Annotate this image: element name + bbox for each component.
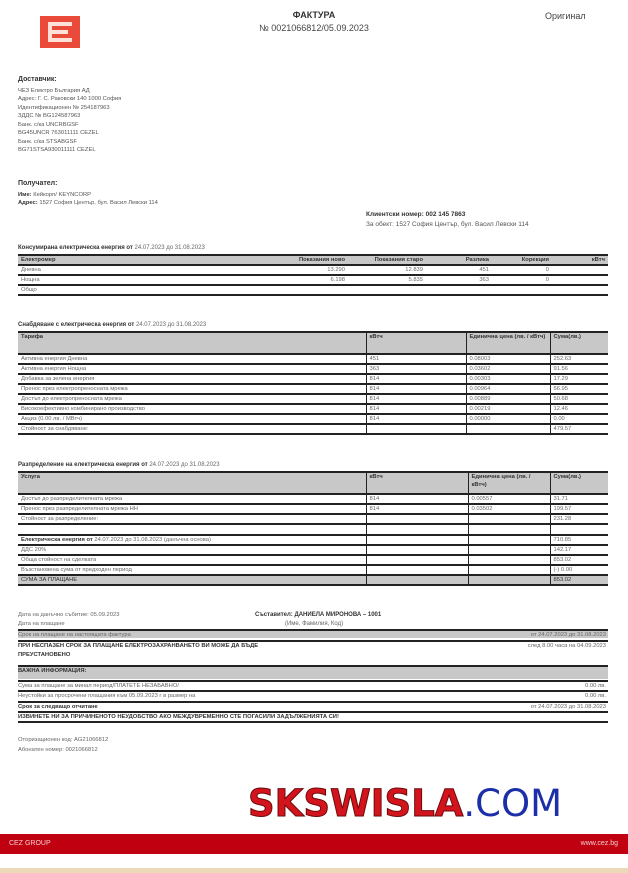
warning-line-2: ПРЕУСТАНОВЕНО xyxy=(18,652,71,658)
table-row xyxy=(18,275,608,285)
supply-table xyxy=(18,331,608,435)
document-title: ФАКТУРА xyxy=(292,10,336,20)
summary-label-bold: Електрическа енергия от xyxy=(21,537,93,543)
warning-value: след 8.00 часа на 04.09.2023 xyxy=(527,643,606,649)
warning-line-1: ПРИ НЕСПАЗЕН СРОК ЗА ПЛАЩАНЕ ЕЛЕКТРОЗАХРАНВАНЕТО ВИ МОЖЕ ДА БЪДЕ xyxy=(18,643,259,649)
payment-date-label: Дата на плащане xyxy=(18,621,65,627)
summary-amount: 142.17 xyxy=(550,545,608,555)
info-row xyxy=(18,680,608,689)
cell: 252.63 xyxy=(550,354,608,364)
cell: 0 xyxy=(545,277,549,283)
compiler-hint: (Име, Фамилия, Код) xyxy=(285,621,344,627)
cell: Стойност за разпределение: xyxy=(21,516,99,522)
col-header: кВтч xyxy=(591,257,605,263)
distribution-period: 24.07.2023 до 31.08.2023 xyxy=(149,462,220,468)
supplier-line: BG71STSA930011111 CEZEL xyxy=(18,147,96,153)
cell: 0.00000 xyxy=(466,414,550,424)
supplier-line: ЧЕЗ Електро България АД xyxy=(18,87,90,94)
auth-code-value: AG21066812 xyxy=(74,737,109,743)
consumption-title-label: Консумирана електрическа енергия от xyxy=(18,245,133,251)
info-row xyxy=(18,701,608,710)
cell: Общо xyxy=(21,287,37,293)
col-header: Показания старо xyxy=(374,257,423,263)
supplier-line: ЗДДС № BG124587963 xyxy=(18,113,81,119)
table-row xyxy=(18,414,608,424)
payment-deadline-label: Срок на плащане на настоящата фактура xyxy=(18,632,131,638)
col-header: Тарифа xyxy=(21,334,44,340)
info-label: Срок за следващо отчитане xyxy=(18,704,98,710)
warning-row xyxy=(18,640,608,662)
apology-text: ИЗВИНЕТЕ НИ ЗА ПРИЧИНЕНОТО НЕУДОБСТВО АКО МЕЖДУВРЕМЕННО СТЕ ПОГАСИЛИ ЗАДЪЛЖЕНИЯТА СИ! xyxy=(18,714,339,720)
cell: 31.71 xyxy=(550,494,608,504)
cell: 91.56 xyxy=(550,364,608,374)
object-address: 1527 София Център, бул. Васил Левски 114 xyxy=(395,221,529,228)
summary-amount: (-) 0.00 xyxy=(550,565,608,575)
cell: Дневна xyxy=(21,267,41,273)
table-row xyxy=(18,545,608,555)
cell: 231.28 xyxy=(550,514,608,524)
cell: 814 xyxy=(366,494,468,504)
col-header: Сума(лв.) xyxy=(550,332,608,354)
col-header: Услуга xyxy=(21,474,40,480)
table-row xyxy=(18,424,608,434)
cell: 0.00964 xyxy=(466,384,550,394)
col-header: Сума(лв.) xyxy=(550,472,608,494)
table-row xyxy=(18,565,608,575)
cell: Нощна xyxy=(21,277,40,283)
info-row xyxy=(18,690,608,699)
distribution-title-label: Разпределение на електрическа енергия от xyxy=(18,462,148,468)
cell: 814 xyxy=(366,394,466,404)
cell: 0.00303 xyxy=(466,374,550,384)
total-row xyxy=(18,575,608,585)
cell: 56.95 xyxy=(550,384,608,394)
payment-deadline-row xyxy=(18,629,608,638)
info-value: 0.00 лв. xyxy=(585,693,606,699)
cell: Акциз (0.00 лв. / МВтч) xyxy=(21,416,83,422)
cell: 451 xyxy=(366,354,466,364)
client-number: 002 145 7863 xyxy=(425,211,466,218)
table-row xyxy=(18,384,608,394)
cell: 17.29 xyxy=(550,374,608,384)
col-header: кВтч xyxy=(366,472,468,494)
cell: Достъп до разпределителната мрежа xyxy=(21,496,123,502)
table-row xyxy=(18,524,608,535)
cell: 0.03502 xyxy=(468,504,550,514)
recipient-address-label: Адрес: xyxy=(18,200,38,206)
table-row xyxy=(18,535,608,545)
cell: 0.00557 xyxy=(468,494,550,504)
subscriber-label: Абонатен номер: xyxy=(18,747,64,753)
consumption-period: 24.07.2023 до 31.08.2023 xyxy=(134,245,205,251)
recipient-heading: Получател: xyxy=(18,180,58,187)
supplier-block xyxy=(18,76,121,155)
watermark-part1: SKSWISLA xyxy=(248,782,464,825)
cell: 363 xyxy=(366,364,466,374)
cell: 0.08003 xyxy=(466,354,550,364)
recipient-address: 1527 София Център, бул. Васил Левски 114 xyxy=(39,200,158,206)
footer-bar xyxy=(0,834,628,854)
cell: Достъп до електропреносната мрежа xyxy=(21,396,122,402)
footer-brand: CEZ GROUP xyxy=(9,840,51,847)
info-label: Сума за плащане за минал период/ПЛАТЕТЕ НЕЗАБАВНО/ xyxy=(18,683,179,689)
info-label: Неустойки за просрочени плащания към 05.09.2023 г в размер на xyxy=(18,693,196,699)
total-amount: 853.02 xyxy=(550,575,608,585)
cell: 814 xyxy=(366,414,466,424)
cell: 814 xyxy=(366,504,468,514)
cell: Високоефективно комбинирано производство xyxy=(21,406,145,412)
info-value: от 24.07.2023 до 31.08.2023 xyxy=(530,704,606,710)
invoice-number: № 0021066812/05.09.2023 xyxy=(259,23,369,33)
cell: 13.290 xyxy=(327,267,345,273)
cell: 5.835 xyxy=(408,277,423,283)
table-row xyxy=(18,265,608,275)
cell: Пренос през разпределителната мрежа НН xyxy=(21,506,138,512)
cell: 12.839 xyxy=(405,267,423,273)
cell: 12.46 xyxy=(550,404,608,414)
col-header: кВтч xyxy=(366,332,466,354)
tax-event-label: Дата на данъчно събитие: xyxy=(18,612,89,618)
supply-title-label: Снабдяване с електрическа енергия от xyxy=(18,322,135,328)
table-row xyxy=(18,364,608,374)
table-row xyxy=(18,514,608,524)
watermark-part2: .COM xyxy=(463,782,563,825)
summary-label: 24.07.2023 до 31.08.2023 (данъчна основа) xyxy=(94,537,211,543)
supplier-line: Банк. с/ка UNCRBGSF xyxy=(18,121,79,128)
cell: Активна енергия Нощна xyxy=(21,366,87,372)
cell: 0.00219 xyxy=(466,404,550,414)
cell: 0.00889 xyxy=(466,394,550,404)
supply-title xyxy=(18,322,206,328)
distribution-title xyxy=(18,462,220,468)
cell: 0.03602 xyxy=(466,364,550,374)
col-header: Корекция xyxy=(521,257,549,263)
cell: 50.68 xyxy=(550,394,608,404)
cell: 0.00 xyxy=(550,414,608,424)
supply-period: 24.07.2023 до 31.08.2023 xyxy=(135,322,207,328)
distribution-table xyxy=(18,471,608,586)
cell: 814 xyxy=(366,374,466,384)
cell: 199.57 xyxy=(550,504,608,514)
recipient-block xyxy=(18,180,158,208)
compiler-block xyxy=(255,611,381,629)
client-block xyxy=(366,210,529,230)
table-row xyxy=(18,374,608,384)
col-header: Показания ново xyxy=(298,257,345,263)
compiler-label: Съставител: xyxy=(255,612,293,618)
table-row xyxy=(18,285,608,295)
table-header-row xyxy=(18,255,608,265)
cell: 814 xyxy=(366,404,466,414)
supplier-line: Банк. с/ка STSABGSF xyxy=(18,138,77,145)
consumption-table xyxy=(18,254,608,296)
summary-label: Възстановена сума от предходен период xyxy=(21,567,132,573)
important-heading xyxy=(18,665,608,679)
watermark xyxy=(248,782,562,825)
cell: Стойност за снабдяване: xyxy=(21,426,89,432)
cell: Добавка за зелена енергия xyxy=(21,376,95,382)
table-row xyxy=(18,354,608,364)
summary-label: Обща стойност на сделката xyxy=(21,557,97,563)
table-row xyxy=(18,494,608,504)
supplier-line: Адрес: Г. С. Раковски 140 1000 София xyxy=(18,96,122,102)
identifiers-block xyxy=(18,735,108,755)
cell xyxy=(552,265,608,275)
compiler-name: ДАНИЕЛА МИРОНОВА – 1001 xyxy=(294,612,382,618)
cell: 6.198 xyxy=(330,277,345,283)
supplier-line: BG45UNCR 763011111 CEZEL xyxy=(18,130,99,136)
copy-label: Оригинал xyxy=(545,11,586,21)
info-value: 0.00 лв. xyxy=(585,683,606,689)
important-heading-label: ВАЖНА ИНФОРМАЦИЯ: xyxy=(18,668,87,674)
auth-code-label: Оторизационен код: xyxy=(18,737,73,743)
client-number-label: Клиентски номер: xyxy=(366,211,424,218)
table-header-row xyxy=(18,332,608,354)
cell: 451 xyxy=(479,267,489,273)
recipient-name-label: Име: xyxy=(18,191,32,198)
supplier-line: Идентификационен № 254187963 xyxy=(18,104,110,111)
table-row xyxy=(18,394,608,404)
col-header: Разлика xyxy=(465,257,489,263)
cell: 479.57 xyxy=(550,424,608,434)
apology-row xyxy=(18,711,608,723)
cell: 0 xyxy=(545,267,549,273)
col-header: Единична цена (лв. / кВтч) xyxy=(466,332,550,354)
col-header: Електромер xyxy=(21,257,56,263)
tax-event-date: 05.09.2023 xyxy=(90,612,120,618)
cell xyxy=(552,275,608,285)
summary-amount: 710.85 xyxy=(550,535,608,545)
cell: 814 xyxy=(366,384,466,394)
cell: 363 xyxy=(479,277,489,283)
object-label: За обект: xyxy=(366,221,394,228)
total-label: СУМА ЗА ПЛАЩАНЕ xyxy=(21,577,78,583)
table-row xyxy=(18,404,608,414)
subscriber-value: 0021066812 xyxy=(65,747,98,753)
cell: Активна енергия Дневна xyxy=(21,356,88,362)
col-header: Единична цена (лв. / кВтч) xyxy=(468,472,550,494)
payment-deadline-value: от 24.07.2023 до 31.08.2023 xyxy=(530,632,606,638)
consumption-title xyxy=(18,245,205,251)
tax-event-block xyxy=(18,611,119,629)
supplier-heading: Доставчик: xyxy=(18,76,57,83)
table-row xyxy=(18,555,608,565)
footer-website-link[interactable]: www.cez.bg xyxy=(580,840,618,847)
recipient-name: Кейкорп/ KEYNCORP xyxy=(33,191,92,198)
summary-amount: 853.02 xyxy=(550,555,608,565)
table-header-row xyxy=(18,472,608,494)
bottom-strip xyxy=(0,868,628,873)
summary-label: ДДС 20% xyxy=(21,547,47,553)
cell: Пренос през електропреносната мрежа xyxy=(21,386,128,392)
table-row xyxy=(18,504,608,514)
